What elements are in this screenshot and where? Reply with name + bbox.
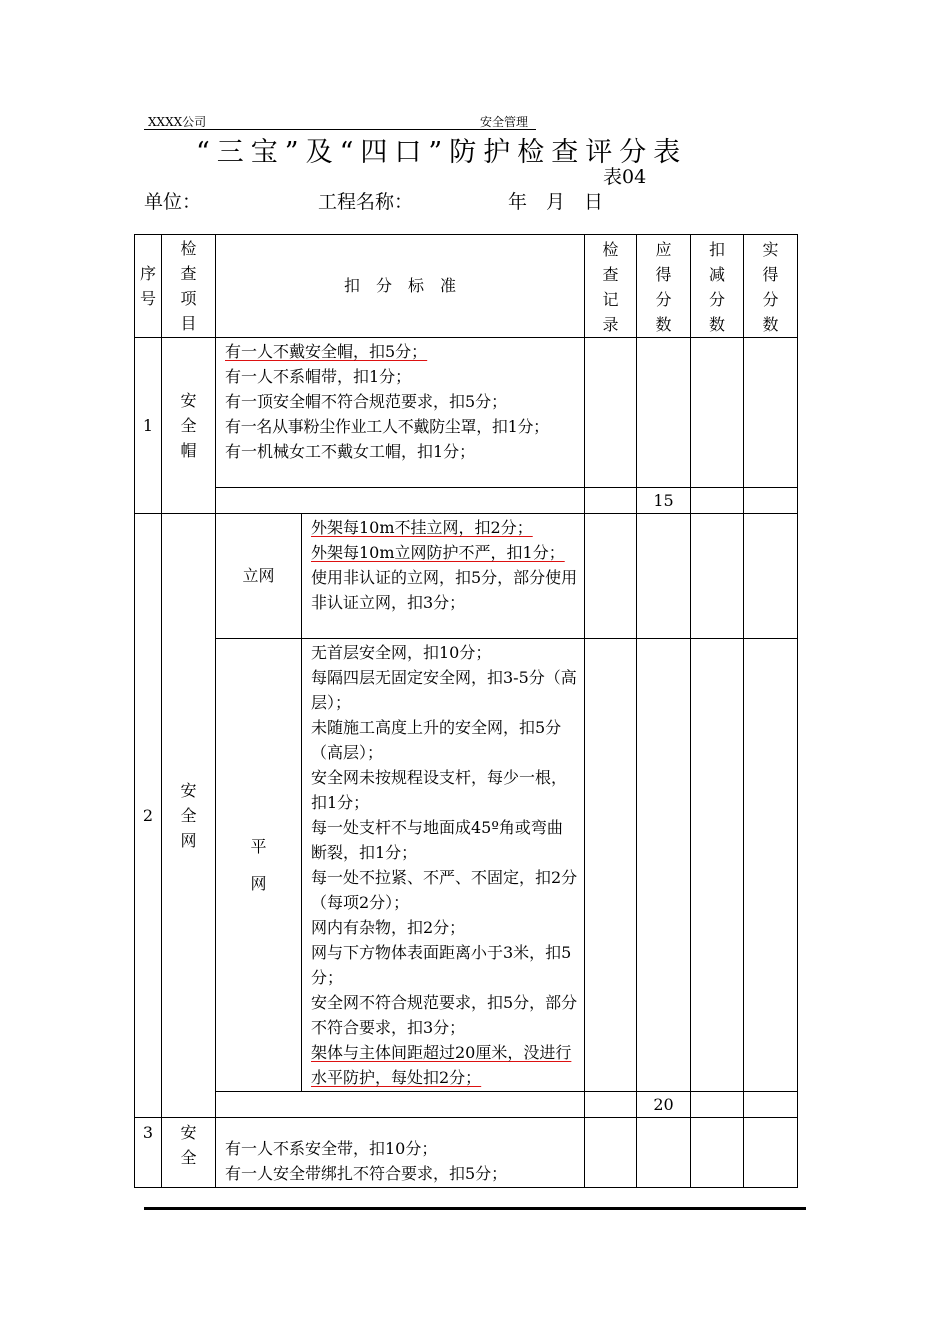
score-table — [134, 234, 798, 1188]
should-score: 15 — [637, 488, 691, 514]
actual-cell[interactable] — [744, 1092, 798, 1118]
standard-line: 有一人安全带绑扎不符合要求，扣5分； — [225, 1164, 508, 1183]
should-cell — [637, 1118, 691, 1188]
table-row — [135, 514, 798, 639]
deduct-cell[interactable] — [691, 639, 744, 1092]
actual-cell[interactable] — [744, 488, 798, 514]
vertical-char: 分 — [709, 290, 726, 309]
col-standard-header: 扣 分 标 准 — [216, 235, 585, 338]
vertical-char: 检 — [602, 240, 619, 259]
vertical-char: 数 — [655, 315, 672, 334]
standard-line: 有一人不系帽带，扣1分； — [225, 367, 412, 386]
row-item — [162, 338, 216, 514]
vertical-char: 数 — [762, 315, 779, 334]
standard-line: 网内有杂物，扣2分； — [311, 918, 466, 937]
standard-line: 每隔四层无固定安全网，扣3-5分（高层）； — [311, 668, 577, 712]
sub-item-name — [216, 639, 302, 1092]
date-label: 年 月 日 — [508, 191, 604, 213]
actual-cell[interactable] — [744, 1118, 798, 1188]
header-row — [135, 235, 798, 338]
record-cell[interactable] — [585, 1092, 637, 1118]
company-name: XXXX公司 — [148, 115, 207, 129]
vertical-char: 得 — [762, 265, 779, 284]
vertical-char: 实 — [762, 240, 779, 259]
vertical-char: 分 — [762, 290, 779, 309]
vertical-char: 查 — [180, 264, 197, 283]
standard-line: 无首层安全网，扣10分； — [311, 643, 492, 662]
standard-cell — [216, 338, 585, 488]
col-should-header — [637, 235, 691, 338]
standard-line: 网与下方物体表面距离小于3米，扣5分； — [311, 943, 572, 987]
vertical-char: 全 — [180, 1148, 197, 1167]
standard-line: 有一人不戴安全帽，扣5分； — [225, 342, 428, 361]
unit-label: 单位： — [144, 191, 202, 213]
vertical-char: 安 — [180, 391, 197, 410]
col-record-header — [585, 235, 637, 338]
standard-line: 有一名从事粉尘作业工人不戴防尘罩，扣1分； — [225, 417, 549, 436]
vertical-char: 目 — [180, 314, 197, 333]
table-row — [135, 1118, 798, 1188]
row-item — [162, 514, 216, 1118]
should-cell — [637, 338, 691, 488]
table-number: 表04 — [603, 166, 647, 188]
actual-cell[interactable] — [744, 514, 798, 639]
vertical-char: 检 — [180, 239, 197, 258]
vertical-char: 安 — [180, 781, 197, 800]
subtotal-row — [135, 488, 798, 514]
vertical-char: 减 — [709, 265, 726, 284]
deduct-cell[interactable] — [691, 1118, 744, 1188]
standard-line: 使用非认证的立网，扣5分，部分使用非认证立网，扣3分； — [311, 568, 578, 612]
meta-line — [144, 187, 744, 213]
should-cell — [637, 514, 691, 639]
record-cell[interactable] — [585, 488, 637, 514]
project-label: 工程名称： — [318, 191, 414, 213]
vertical-char: 项 — [180, 289, 197, 308]
vertical-char: 分 — [655, 290, 672, 309]
standard-cell — [302, 639, 585, 1092]
standard-line: 每一处支杆不与地面成45º角或弯曲断裂，扣1分； — [311, 818, 563, 862]
standard-cell-empty — [216, 1092, 585, 1118]
standard-line: 架体与主体间距超过20厘米，没进行水平防护，每处扣2分； — [311, 1043, 572, 1087]
deduct-cell[interactable] — [691, 1092, 744, 1118]
vertical-char: 序 — [139, 264, 156, 283]
vertical-char: 号 — [139, 289, 156, 308]
vertical-char: 网 — [250, 874, 267, 893]
subtotal-row — [135, 1092, 798, 1118]
vertical-char: 帽 — [180, 441, 197, 460]
standard-line: 外架每10m不挂立网，扣2分； — [311, 518, 533, 537]
col-item-header — [162, 235, 216, 338]
vertical-char: 应 — [655, 240, 672, 259]
row-seq: 2 — [135, 514, 162, 1118]
standard-line: 每一处不拉紧、不严、不固定，扣2分（每项2分）； — [311, 868, 578, 912]
vertical-char: 数 — [709, 315, 726, 334]
actual-cell[interactable] — [744, 338, 798, 488]
department-name: 安全管理 — [480, 115, 529, 129]
row-item — [162, 1118, 216, 1188]
vertical-char: 网 — [180, 831, 197, 850]
table-row — [135, 639, 798, 1092]
should-score: 20 — [637, 1092, 691, 1118]
actual-cell[interactable] — [744, 639, 798, 1092]
record-cell[interactable] — [585, 639, 637, 1092]
row-seq: 3 — [135, 1118, 162, 1188]
page-title: “三宝”及“四口”防护检查评分表 — [196, 137, 688, 168]
page-header — [144, 112, 536, 130]
standard-cell-empty — [216, 488, 585, 514]
col-actual-header — [744, 235, 798, 338]
deduct-cell[interactable] — [691, 514, 744, 639]
deduct-cell[interactable] — [691, 488, 744, 514]
record-cell[interactable] — [585, 1118, 637, 1188]
standard-line: 有一人不系安全带，扣10分； — [225, 1139, 438, 1158]
vertical-char: 录 — [602, 315, 619, 334]
col-deduct-header — [691, 235, 744, 338]
vertical-char: 安 — [180, 1123, 197, 1142]
sub-item-name: 立网 — [216, 514, 302, 639]
record-cell[interactable] — [585, 514, 637, 639]
vertical-char: 全 — [180, 806, 197, 825]
vertical-char: 扣 — [709, 240, 726, 259]
standard-line: 有一机械女工不戴女工帽，扣1分； — [225, 442, 476, 461]
standard-cell — [302, 514, 585, 639]
standard-line: 有一顶安全帽不符合规范要求，扣5分； — [225, 392, 508, 411]
vertical-char: 查 — [602, 265, 619, 284]
standard-line: 未随施工高度上升的安全网，扣5分（高层）； — [311, 718, 562, 762]
deduct-cell[interactable] — [691, 338, 744, 488]
standard-line: 安全网不符合规范要求，扣5分，部分不符合要求，扣3分； — [311, 993, 578, 1037]
row-seq: 1 — [135, 338, 162, 514]
vertical-char: 平 — [250, 837, 267, 856]
col-seq-header — [135, 235, 162, 338]
should-cell — [637, 639, 691, 1092]
record-cell[interactable] — [585, 338, 637, 488]
standard-line: 安全网未按规程设支杆，每少一根，扣1分； — [311, 768, 568, 812]
standard-line: 外架每10m立网防护不严，扣1分； — [311, 543, 565, 562]
footer-rule — [144, 1207, 806, 1210]
vertical-char: 全 — [180, 416, 197, 435]
vertical-char: 记 — [602, 290, 619, 309]
vertical-char: 得 — [655, 265, 672, 284]
standard-cell — [216, 1118, 585, 1188]
table-row — [135, 338, 798, 488]
